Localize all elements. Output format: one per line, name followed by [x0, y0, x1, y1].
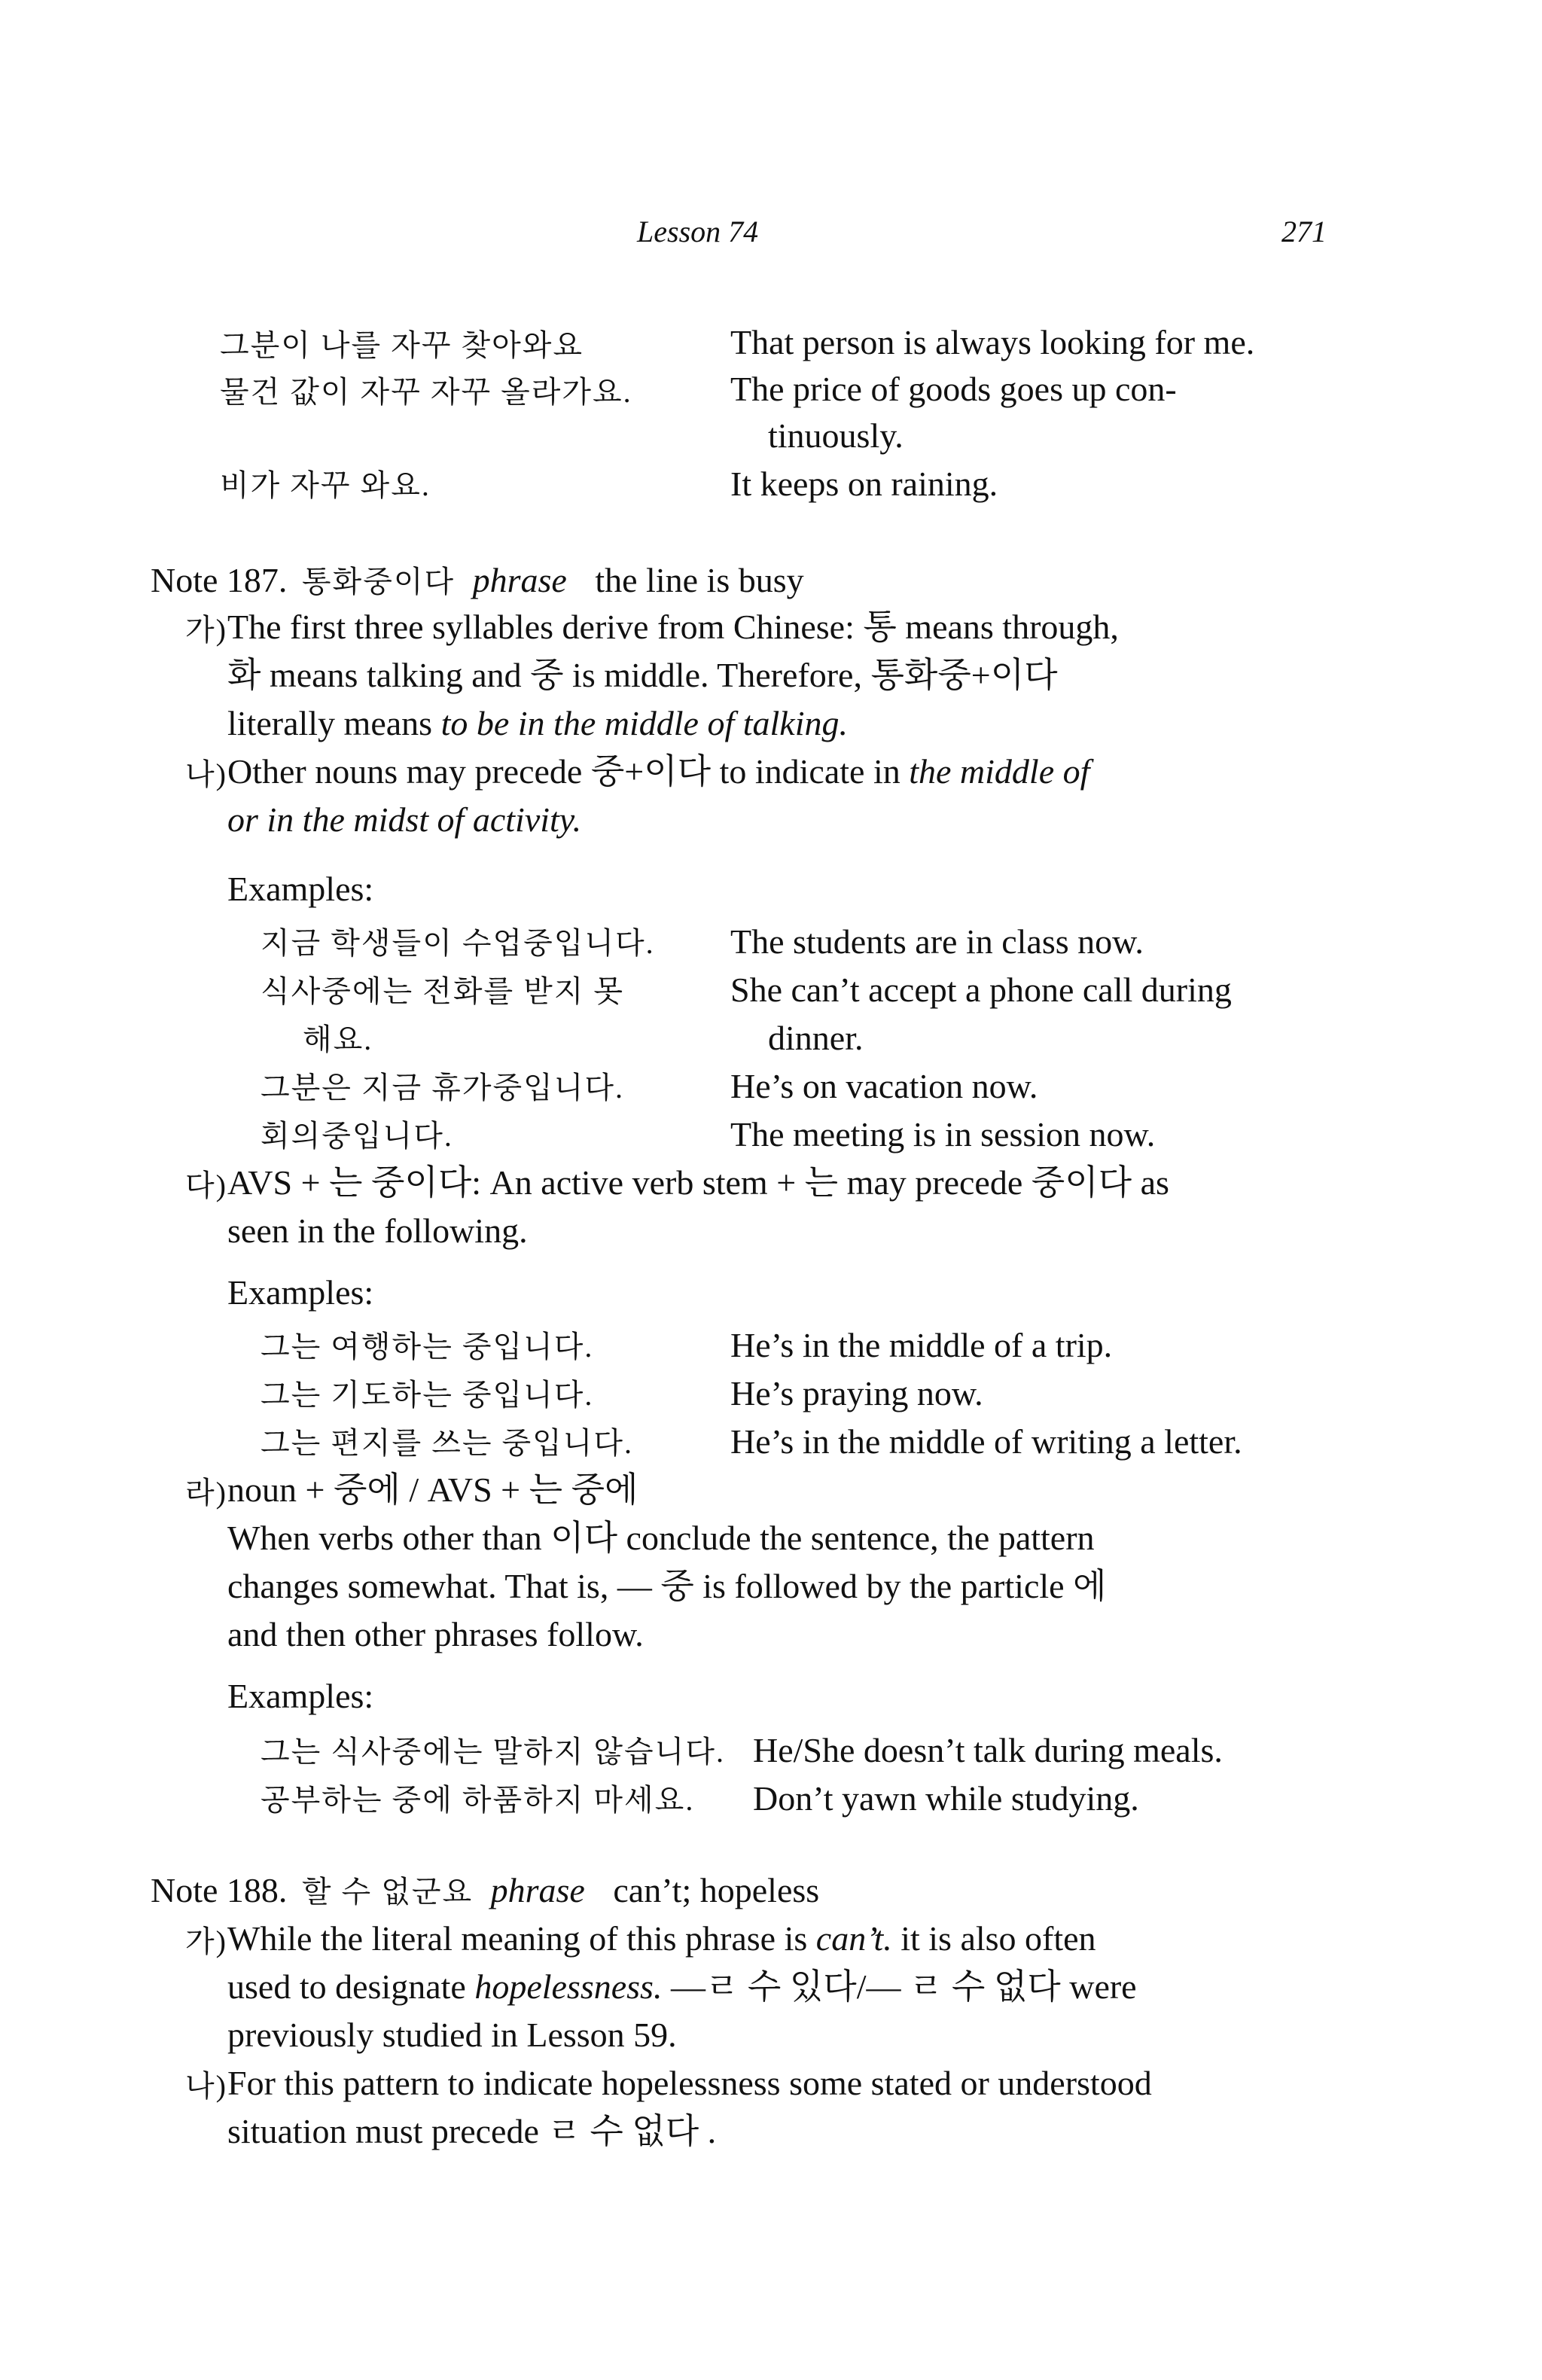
note-gloss: the line is busy: [595, 561, 804, 599]
examples-label: Examples:: [227, 1677, 374, 1715]
italic-span: to be in the middle of talking.: [440, 704, 848, 742]
example-en: She can’t accept a phone call during: [730, 971, 1232, 1009]
examples-label: Examples:: [227, 870, 374, 908]
subpoint-marker: 가): [185, 613, 227, 647]
note-phrase-word: phrase: [472, 561, 567, 599]
text-span: —ㄹ 수 있다/— ㄹ 수 없다 were: [662, 1967, 1137, 2006]
example-ko: 해요.: [303, 1022, 373, 1056]
note-187-heading: [151, 557, 804, 605]
text-span: used to designate: [227, 1967, 475, 2006]
example-ko: 물건 값이 자꾸 자꾸 올라가요.: [220, 375, 632, 409]
example-en-cont: tinuously.: [768, 416, 904, 455]
paragraph-line: [227, 1964, 1137, 2010]
example-ko: 공부하는 중에 하품하지 마세요.: [261, 1783, 695, 1817]
paragraph-line: and then other phrases follow.: [227, 1615, 644, 1653]
example-en: That person is always looking for me.: [730, 323, 1255, 361]
subpoint-marker: 가): [185, 1924, 227, 1958]
example-ko: 지금 학생들이 수업중입니다.: [261, 926, 655, 960]
example-ko: 식사중에는 전화를 받지 못: [261, 974, 625, 1008]
example-en: dinner.: [768, 1019, 864, 1057]
paragraph-line: noun + 중에 / AVS + 는 중에: [227, 1470, 638, 1509]
paragraph-line: changes somewhat. That is, — 중 is followed by the particle 에: [227, 1567, 1107, 1605]
example-ko: 회의중입니다.: [261, 1119, 453, 1153]
note-phrase-ko: 할 수 없군요: [301, 1875, 474, 1909]
example-ko: 그는 기도하는 중입니다.: [261, 1378, 594, 1412]
example-ko: 그분이 나를 자꾸 찾아와요: [220, 328, 584, 362]
note-gloss: can’t; hopeless: [613, 1871, 820, 1909]
example-ko: 그는 여행하는 중입니다.: [261, 1330, 594, 1364]
paragraph-line: [227, 748, 1089, 795]
example-en: It keeps on raining.: [730, 465, 998, 503]
example-en: The price of goods goes up con-: [730, 370, 1177, 408]
text-span: While the literal meaning of this phrase is: [227, 1919, 816, 1958]
italic-span: the middle of: [909, 752, 1090, 791]
note-phrase-word: phrase: [490, 1871, 585, 1909]
paragraph-line: For this pattern to indicate hopelessness some stated or understood: [227, 2064, 1152, 2102]
example-en: The meeting is in session now.: [730, 1115, 1156, 1153]
paragraph-line: or in the midst of activity.: [227, 800, 582, 839]
page-number: 271: [1281, 215, 1327, 248]
example-en: He/She doesn’t talk during meals.: [753, 1731, 1223, 1769]
note-phrase-ko: 통화중이다: [301, 565, 456, 599]
subpoint-marker: 나): [185, 757, 227, 791]
example-en: He’s on vacation now.: [730, 1067, 1038, 1105]
text-span: Other nouns may precede 중+이다 to indicate in: [227, 752, 910, 791]
paragraph-line: 화 means talking and 중 is middle. Therefore, 통화중+이다: [227, 656, 1058, 694]
note-label: Note 187.: [151, 561, 288, 599]
example-en: He’s in the middle of a trip.: [730, 1326, 1113, 1364]
example-en: He’s in the middle of writing a letter.: [730, 1422, 1242, 1461]
example-ko: 비가 자꾸 와요.: [220, 468, 431, 502]
note-188-heading: [151, 1867, 819, 1915]
example-ko: 그분은 지금 휴가중입니다.: [261, 1071, 625, 1105]
example-ko: 그는 식사중에는 말하지 않습니다.: [261, 1735, 725, 1769]
paragraph-line: previously studied in Lesson 59.: [227, 2016, 677, 2054]
subpoint-marker: 나): [185, 2069, 227, 2103]
paragraph-line: [227, 700, 848, 747]
paragraph-line: The first three syllables derive from Chinese: 통 means through,: [227, 608, 1119, 646]
example-ko: 그는 편지를 쓰는 중입니다.: [261, 1426, 634, 1460]
paragraph-line: When verbs other than 이다 conclude the sentence, the pattern: [227, 1519, 1095, 1557]
paragraph-line: situation must precede ㄹ 수 없다 .: [227, 2112, 717, 2150]
subpoint-marker: 라): [185, 1476, 227, 1510]
example-en: Don’t yawn while studying.: [753, 1779, 1139, 1818]
example-en: He’s praying now.: [730, 1374, 983, 1412]
text-span: literally means: [227, 704, 441, 742]
example-en: The students are in class now.: [730, 922, 1144, 961]
text-span: it is also often: [891, 1919, 1096, 1958]
examples-label: Examples:: [227, 1273, 374, 1312]
paragraph-line: seen in the following.: [227, 1211, 528, 1250]
paragraph-line: AVS + 는 중이다: An active verb stem + 는 may precede 중이다 as: [227, 1163, 1169, 1202]
note-label: Note 188.: [151, 1871, 288, 1909]
subpoint-marker: 다): [185, 1169, 227, 1202]
paragraph-line: [227, 1915, 1096, 1962]
italic-span: hopelessness.: [474, 1967, 663, 2006]
running-header-lesson: Lesson 74: [637, 215, 759, 248]
italic-span: can’t.: [815, 1919, 892, 1958]
